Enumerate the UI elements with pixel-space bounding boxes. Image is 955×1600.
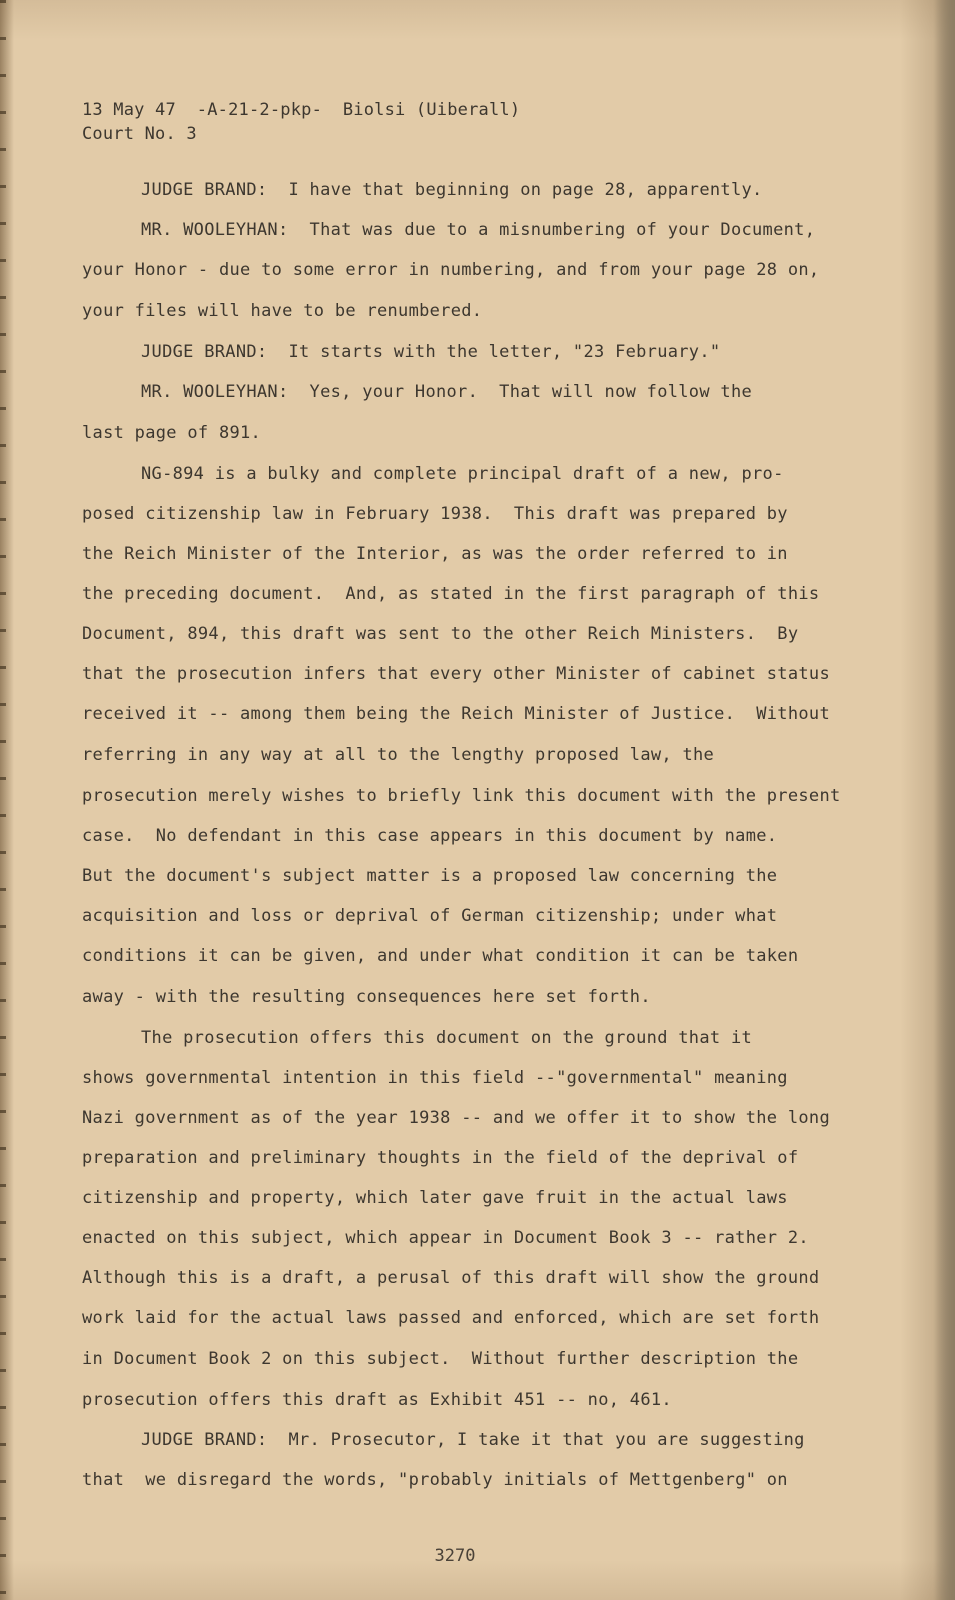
document-header xyxy=(82,98,520,146)
transcript-line: The prosecution offers this document on the ground that it xyxy=(141,1028,753,1048)
page-edge-shadow xyxy=(933,0,955,1600)
header-court-line: Court No. 3 xyxy=(82,124,197,144)
transcript-line: Although this is a draft, a perusal of this draft will show the ground xyxy=(82,1268,820,1288)
transcript-line: NG-894 is a bulky and complete principal draft of a new, pro- xyxy=(141,464,784,484)
transcript-line: preparation and preliminary thoughts in the field of the deprival of xyxy=(82,1148,799,1168)
transcript-line: shows governmental intention in this field --"governmental" meaning xyxy=(82,1068,788,1088)
transcript-line: last page of 891. xyxy=(82,423,262,443)
transcript-line: JUDGE BRAND: It starts with the letter, "23 February." xyxy=(141,342,721,362)
page-number: 3270 xyxy=(434,1546,476,1566)
transcript-line: that we disregard the words, "probably initials of Mettgenberg" on xyxy=(82,1470,788,1490)
transcript-line: enacted on this subject, which appear in Document Book 3 -- rather 2. xyxy=(82,1228,809,1248)
transcript-line: case. No defendant in this case appears in this document by name. xyxy=(82,826,778,846)
binding-edge xyxy=(0,0,6,1600)
header-session-line: 13 May 47 -A-21-2-pkp- Biolsi (Uiberall) xyxy=(82,100,521,120)
transcript-line: prosecution offers this draft as Exhibit 451 -- no, 461. xyxy=(82,1390,672,1410)
transcript-line: MR. WOOLEYHAN: Yes, your Honor. That will now follow the xyxy=(141,382,753,402)
transcript-line: your files will have to be renumbered. xyxy=(82,301,483,321)
transcript-line: posed citizenship law in February 1938. This draft was prepared by xyxy=(82,504,788,524)
transcript-line: acquisition and loss or deprival of German citizenship; under what xyxy=(82,906,778,926)
transcript-line: JUDGE BRAND: I have that beginning on page 28, apparently. xyxy=(141,180,763,200)
transcript-line: away - with the resulting consequences here set forth. xyxy=(82,987,651,1007)
transcript-line: MR. WOOLEYHAN: That was due to a misnumbering of your Document, xyxy=(141,220,816,240)
transcript-line: prosecution merely wishes to briefly link this document with the present xyxy=(82,786,841,806)
transcript-line: work laid for the actual laws passed and enforced, which are set forth xyxy=(82,1308,820,1328)
transcript-line: your Honor - due to some error in numbering, and from your page 28 on, xyxy=(82,260,820,280)
transcript-line: the preceding document. And, as stated in the first paragraph of this xyxy=(82,584,820,604)
transcript-line: received it -- among them being the Reich Minister of Justice. Without xyxy=(82,704,830,724)
transcript-line: But the document's subject matter is a proposed law concerning the xyxy=(82,866,778,886)
transcript-line: that the prosecution infers that every other Minister of cabinet status xyxy=(82,664,830,684)
transcript-line: referring in any way at all to the lengthy proposed law, the xyxy=(82,745,715,765)
transcript-line: citizenship and property, which later gave fruit in the actual laws xyxy=(82,1188,788,1208)
transcript-line: in Document Book 2 on this subject. Without further description the xyxy=(82,1349,799,1369)
transcript-line: Nazi government as of the year 1938 -- and we offer it to show the long xyxy=(82,1108,830,1128)
transcript-line: Document, 894, this draft was sent to the other Reich Ministers. By xyxy=(82,624,799,644)
transcript-line: conditions it can be given, and under what condition it can be taken xyxy=(82,946,799,966)
transcript-line: JUDGE BRAND: Mr. Prosecutor, I take it that you are suggesting xyxy=(141,1430,805,1450)
transcript-line: the Reich Minister of the Interior, as was the order referred to in xyxy=(82,544,788,564)
